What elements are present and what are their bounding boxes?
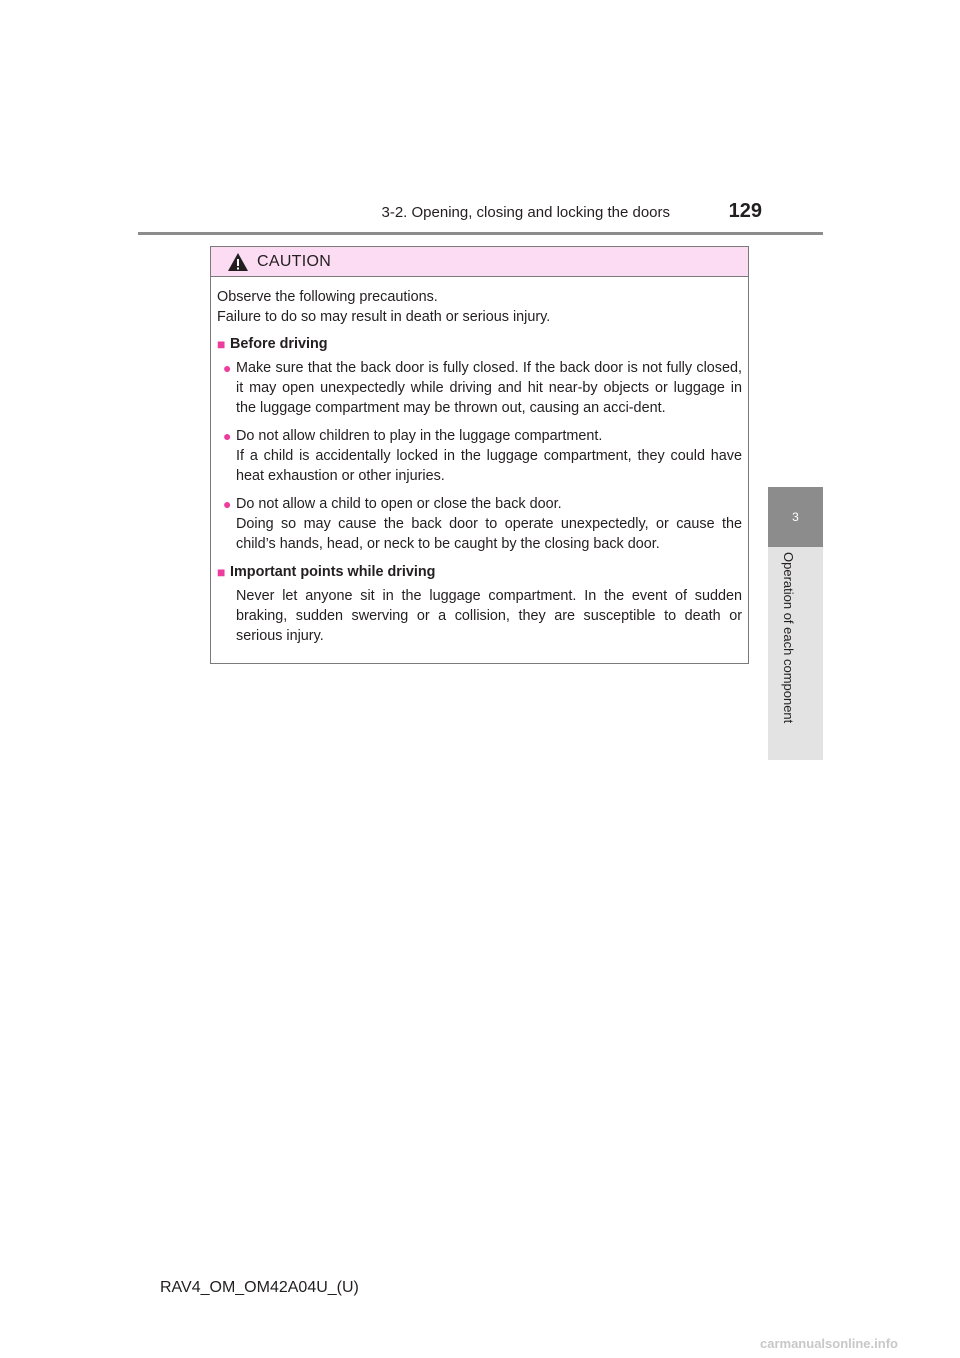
caution-intro (217, 287, 742, 327)
list-item (217, 494, 742, 554)
chapter-number: 3 (792, 510, 799, 524)
round-bullet-icon: ● (223, 360, 232, 376)
caution-body (211, 277, 748, 646)
warning-triangle-icon (227, 252, 249, 272)
bullet-text: Do not allow a child to open or close the back door. (236, 496, 562, 512)
intro-line: Observe the following precautions. (217, 289, 438, 305)
caution-title: CAUTION (257, 252, 332, 270)
bullet-text: If a child is accidentally locked in the luggage compartment, they could have heat exhaustion or other injuries. (236, 448, 742, 484)
section-heading-label: Important points while driving (230, 564, 436, 580)
list-item (217, 426, 742, 486)
section-heading-label: Before driving (230, 336, 328, 352)
intro-line: Failure to do so may result in death or serious injury. (217, 309, 551, 325)
chapter-title: Operation of each component (781, 552, 796, 724)
section-paragraph: Never let anyone sit in the luggage compartment. In the event of sudden braking, sudden swerving or a collision, they are susceptible to death or serious injury. (236, 588, 742, 644)
page-number: 129 (728, 200, 762, 222)
square-bullet-icon: ■ (217, 336, 226, 352)
bullet-text: Do not allow children to play in the luggage compartment. (236, 428, 603, 444)
caution-box (210, 246, 749, 664)
bullet-text: Doing so may cause the back door to operate unexpectedly, or cause the child’s hands, head, or neck to be caught by the closing back door. (236, 516, 742, 552)
document-code: RAV4_OM_OM42A04U_(U) (160, 1279, 359, 1296)
caution-header (211, 247, 748, 277)
section-title: 3-2. Opening, closing and locking the doors (381, 204, 670, 221)
header-divider (138, 232, 823, 235)
bullet-text: Make sure that the back door is fully closed. If the back door is not fully closed, it may open unexpectedly while driving and hit near-by objects or luggage in the luggage compartment may be thrown out, causing an acci-dent. (236, 360, 742, 416)
chapter-tab (768, 487, 823, 547)
square-bullet-icon: ■ (217, 564, 226, 580)
round-bullet-icon: ● (223, 428, 232, 444)
list-item (217, 358, 742, 418)
watermark: carmanualsonline.info (760, 1336, 898, 1351)
section-heading-before-driving (217, 334, 742, 354)
round-bullet-icon: ● (223, 496, 232, 512)
section-heading-important-points (217, 562, 742, 582)
